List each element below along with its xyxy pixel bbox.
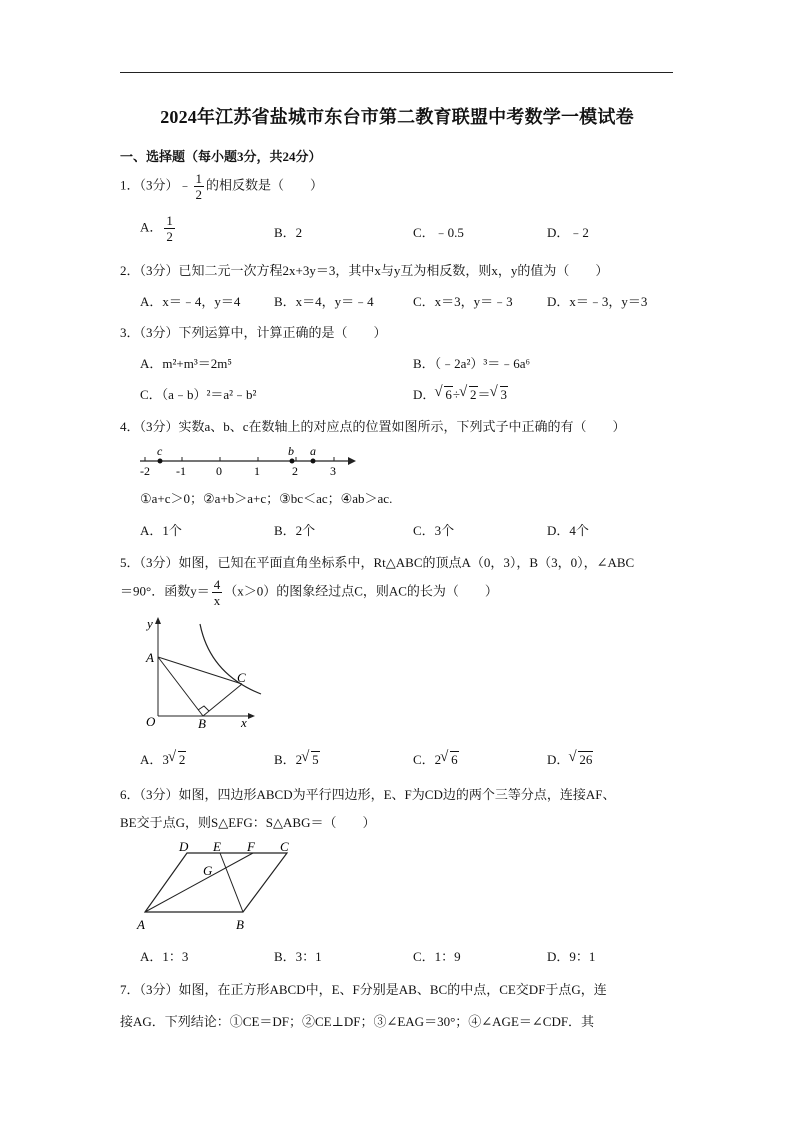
page-title: 2024年江苏省盐城市东台市第二教育联盟中考数学一模试卷 <box>160 107 634 127</box>
q6-option-d[interactable]: D．9：1 <box>547 949 596 964</box>
q3-option-c[interactable]: C．（a﹣b）²＝a²﹣b² <box>140 387 257 402</box>
tick-label-neg1: -1 <box>176 464 186 478</box>
top-rule <box>120 72 673 73</box>
section-heading: 一、选择题（每小题3分，共24分） <box>120 149 322 164</box>
axis-ticks <box>145 457 334 461</box>
question-7-line2: 接AG．下列结论：①CE＝DF；②CE⊥DF；③∠EAG＝30°；④∠AGE＝∠CDF．其 <box>120 1014 595 1029</box>
q1-suffix: 的相反数是（ ） <box>206 177 324 193</box>
q2-option-b[interactable]: B．x＝4，y＝﹣4 <box>274 294 374 309</box>
tick-label-2: 2 <box>292 464 298 478</box>
q1-option-d[interactable]: D．﹣2 <box>547 225 589 240</box>
label-B: B <box>236 917 244 932</box>
coordinate-figure <box>138 612 268 730</box>
q1-option-c[interactable]: C．﹣0.5 <box>413 225 464 240</box>
question-5-line1: 5．（3分）如图，已知在平面直角坐标系中，Rt△ABC的顶点A（0，3），B（3，0），∠ABC <box>120 555 635 570</box>
label-O: O <box>146 714 156 729</box>
q3-option-b[interactable]: B．（﹣2a²）³＝﹣6a⁶ <box>413 356 531 371</box>
point-a-label: a <box>310 444 316 458</box>
label-G: G <box>203 863 213 878</box>
label-C: C <box>237 670 246 685</box>
question-6-line2: BE交于点G，则S△EFG：S△ABG＝（ ） <box>120 815 376 830</box>
question-1-stem <box>120 172 323 201</box>
q4-option-b[interactable]: B．2个 <box>274 523 316 538</box>
label-B: B <box>198 716 206 730</box>
tick-label-3: 3 <box>330 464 336 478</box>
q5-option-c[interactable]: C．2√ 6 <box>413 749 459 768</box>
label-E: E <box>213 839 221 854</box>
q2-option-a[interactable]: A．x＝﹣4，y＝4 <box>140 294 241 309</box>
question-6-line1: 6．（3分）如图，四边形ABCD为平行四边形，E、F为CD边的两个三等分点，连接AF、 <box>120 787 616 802</box>
point-c-label: c <box>157 444 163 458</box>
q5-option-d[interactable]: D．√ 26 <box>547 749 593 768</box>
q4-statements: ①a+c＞0；②a+b＞a+c；③bc＜ac；④ab＞ac. <box>140 491 393 506</box>
sqrt-2: √ 2 <box>460 387 478 403</box>
label-C: C <box>280 839 289 854</box>
point-a <box>311 459 316 464</box>
sqrt-3: √ 3 <box>491 387 509 403</box>
label-A: A <box>137 917 145 932</box>
q3-option-d[interactable]: D．√ 6÷√ 2＝√ 3 <box>413 384 508 403</box>
q2-option-c[interactable]: C．x＝3，y＝﹣3 <box>413 294 513 309</box>
q3-option-a[interactable]: A．m²+m³＝2m⁵ <box>140 356 232 371</box>
q4-option-d[interactable]: D．4个 <box>547 523 589 538</box>
q1-fraction: $\frac{1}{2}$ <box>195 171 203 202</box>
tick-label-neg2: -2 <box>140 464 150 478</box>
question-7-line1: 7．（3分）如图，在正方形ABCD中，E、F分别是AB、BC的中点，CE交DF于点G，连 <box>120 982 607 997</box>
label-F: F <box>247 839 255 854</box>
q1-option-b[interactable]: B．2 <box>274 225 303 240</box>
point-b <box>290 459 295 464</box>
parallelogram-figure <box>135 837 300 935</box>
label-x: x <box>241 715 247 730</box>
q4-option-a[interactable]: A．1个 <box>140 523 182 538</box>
q1-option-a[interactable]: A． $\frac{1}{2}$ <box>140 213 173 244</box>
label-A: A <box>146 650 154 665</box>
question-4-stem: 4．（3分）实数a、b、c在数轴上的对应点的位置如图所示，下列式子中正确的有（ ） <box>120 419 626 434</box>
label-D: D <box>179 839 189 854</box>
q5-option-a[interactable]: A．3√ 2 <box>140 749 186 768</box>
q4-option-c[interactable]: C．3个 <box>413 523 455 538</box>
q6-option-c[interactable]: C．1：9 <box>413 949 461 964</box>
q1-prefix: 1．（3分）﹣ <box>120 177 192 193</box>
number-line-figure <box>135 443 365 481</box>
q2-option-d[interactable]: D．x＝﹣3，y＝3 <box>547 294 648 309</box>
point-c <box>158 459 163 464</box>
question-5-line2: ＝90°．函数y＝ $\frac{4}{x}$ （x＞0）的图象经过点C，则AC的长为（ ） <box>120 577 498 608</box>
label-y: y <box>147 616 153 631</box>
tick-label-0: 0 <box>216 464 222 478</box>
sqrt-6: √ 6 <box>435 387 453 403</box>
point-b-label: b <box>288 444 294 458</box>
tick-label-1: 1 <box>254 464 260 478</box>
question-3-stem: 3．（3分）下列运算中，计算正确的是（ ） <box>120 325 387 340</box>
q5-option-b[interactable]: B．2√ 5 <box>274 749 320 768</box>
question-2-stem: 2．（3分）已知二元一次方程2x+3y＝3，其中x与y互为相反数，则x，y的值为（ ） <box>120 263 609 278</box>
q6-option-b[interactable]: B．3：1 <box>274 949 322 964</box>
q5-fraction: $\frac{4}{x}$ <box>213 577 221 608</box>
q6-option-a[interactable]: A．1：3 <box>140 949 189 964</box>
